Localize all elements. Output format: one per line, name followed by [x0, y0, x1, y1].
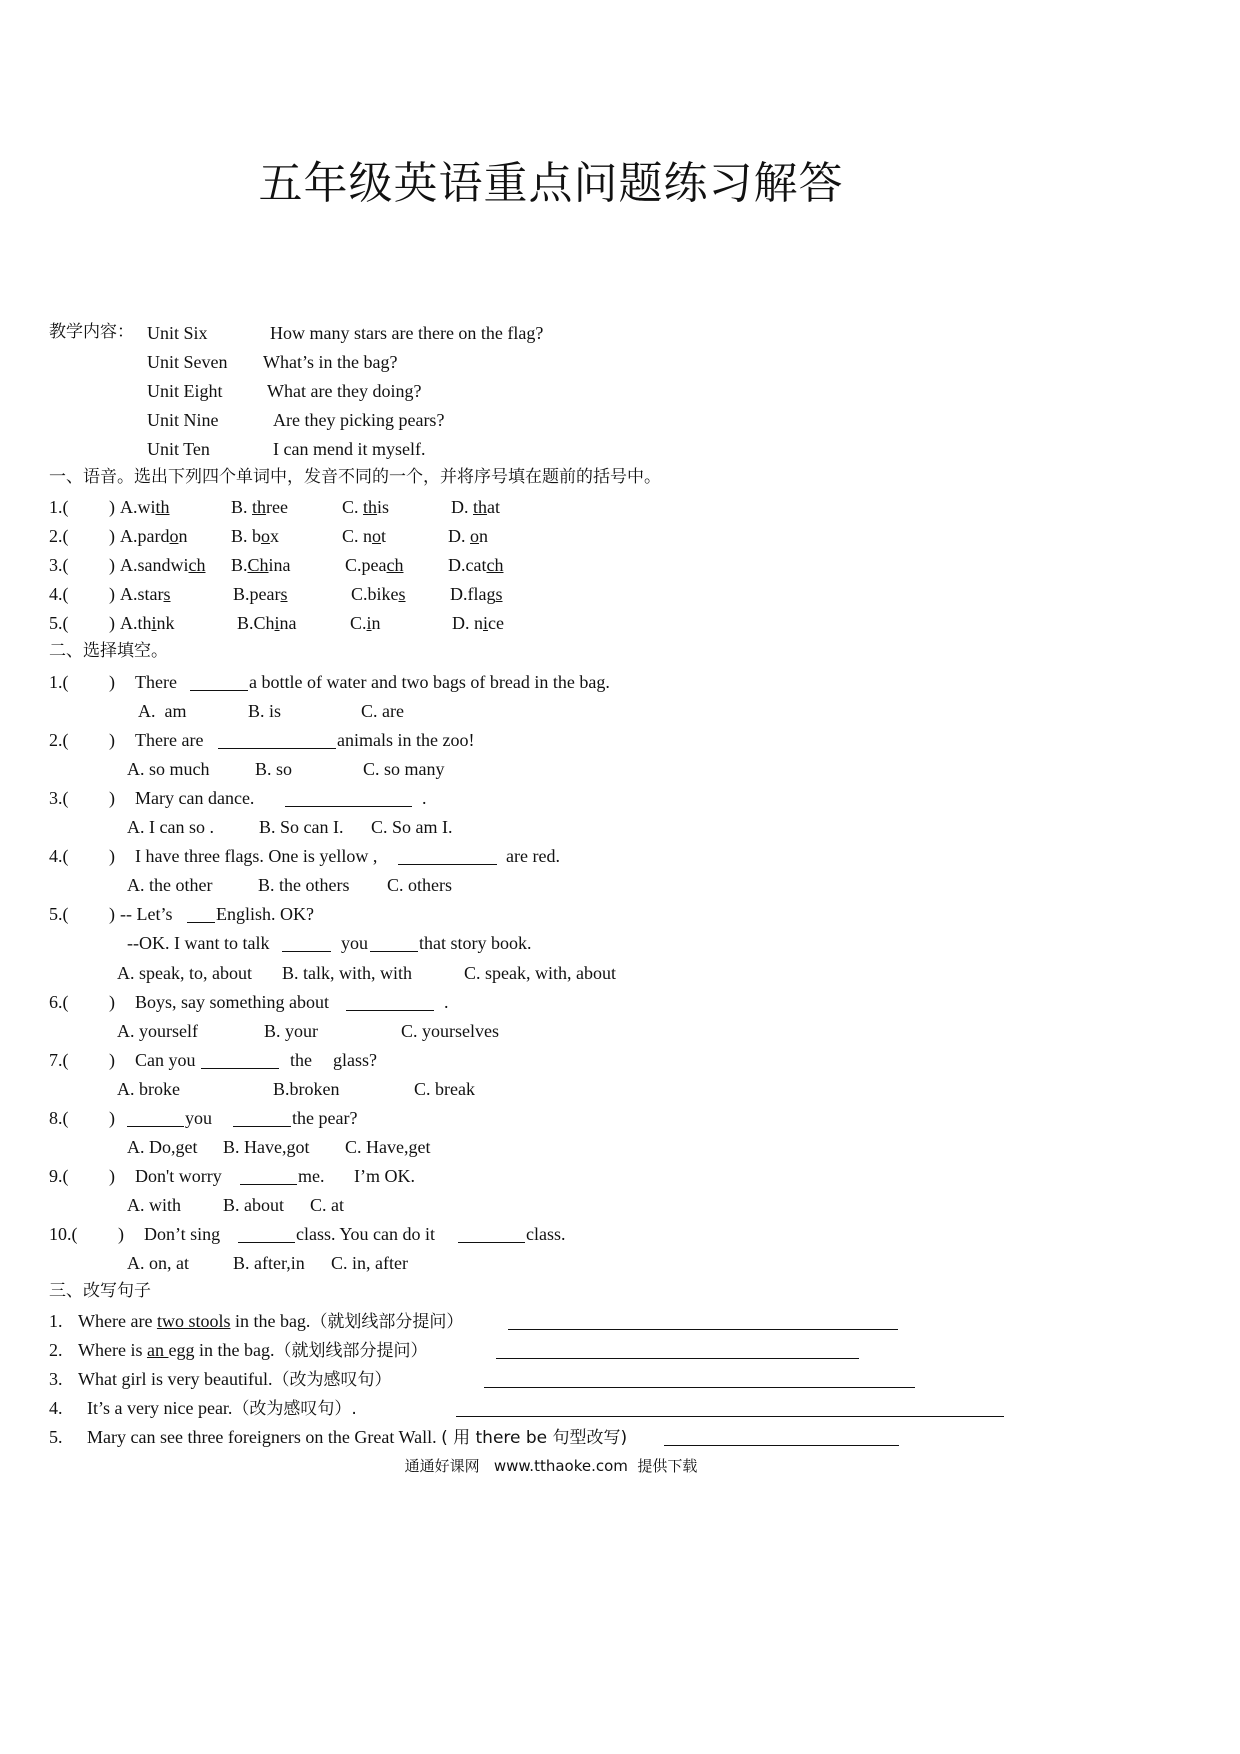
- footer-credit: 通通好课网 www.tthaoke.com 提供下载: [404, 1457, 698, 1475]
- option-text: C. n: [342, 526, 373, 546]
- question-text: There: [135, 672, 182, 692]
- question-text: are red.: [506, 846, 560, 866]
- answer-paren-close: ): [109, 788, 115, 808]
- option-text: n: [479, 526, 488, 546]
- option-text: A.star: [120, 584, 164, 604]
- phonics-option: [452, 614, 504, 632]
- option-text: B.: [231, 555, 248, 575]
- phonics-option: [351, 585, 406, 603]
- option: B. after,in: [233, 1253, 305, 1273]
- question-text: There are: [135, 730, 208, 750]
- option-text: B.: [231, 497, 253, 517]
- underlined-letters: o: [261, 526, 271, 546]
- item-number: 2.: [49, 1340, 63, 1360]
- answer-paren-close: ): [109, 1108, 115, 1128]
- question-text: the pear?: [292, 1108, 358, 1128]
- q-number: 9.(: [49, 1166, 69, 1186]
- option-text: A.sandwi: [120, 555, 189, 575]
- option-text: at: [487, 497, 501, 517]
- sentence: [78, 1312, 463, 1331]
- option: C. yourselves: [401, 1021, 499, 1041]
- question-text: English. OK?: [216, 904, 314, 924]
- option: C. at: [310, 1195, 344, 1215]
- underlined-letters: ch: [486, 555, 504, 575]
- sentence: [78, 1341, 427, 1360]
- question-text: you: [341, 933, 368, 953]
- underlined-letters: ch: [386, 555, 404, 575]
- phonics-option: [231, 527, 279, 545]
- underlined-letters: th: [252, 497, 267, 517]
- option-text: B.pear: [233, 584, 281, 604]
- q-number: 1.(: [49, 672, 69, 692]
- q-number: 2.(: [49, 526, 69, 546]
- q-number: 3.(: [49, 555, 69, 575]
- phonics-option: [342, 527, 386, 545]
- phonics-option: [120, 498, 170, 516]
- question-text: Don't worry: [135, 1166, 227, 1186]
- question-text: a bottle of water and two bags of bread in the bag.: [249, 672, 610, 692]
- option: B. your: [264, 1021, 318, 1041]
- content-label: 教学内容：: [49, 322, 134, 342]
- question-text: .: [422, 788, 427, 808]
- option-text: t: [381, 526, 387, 546]
- sentence-text: Where are: [78, 1311, 157, 1331]
- question-text: the: [290, 1050, 312, 1070]
- option: A. so much: [127, 759, 210, 779]
- answer-line[interactable]: [496, 1358, 859, 1359]
- option-text: B. b: [231, 526, 262, 546]
- underlined-letters: s: [163, 584, 171, 604]
- sentence-text: in the bag.: [230, 1311, 311, 1331]
- q-number: 2.(: [49, 730, 69, 750]
- section2-heading: 二、选择填空。: [49, 641, 168, 661]
- option-text: C.pea: [345, 555, 387, 575]
- option-text: B.Ch: [237, 613, 275, 633]
- answer-paren-close: ): [109, 992, 115, 1012]
- option-text: ree: [266, 497, 289, 517]
- q-number: 6.(: [49, 992, 69, 1012]
- q-number: 4.(: [49, 846, 69, 866]
- question-text: Don’t sing: [144, 1224, 225, 1244]
- phonics-option: [450, 585, 503, 603]
- option: A. I can so .: [127, 817, 214, 837]
- answer-line[interactable]: [508, 1329, 898, 1330]
- option: B. the others: [258, 875, 350, 895]
- phonics-option: [448, 527, 488, 545]
- unit-name: Unit Ten: [147, 439, 210, 459]
- question-text: animals in the zoo!: [337, 730, 475, 750]
- instruction-note: （改为感叹句）.: [232, 1399, 357, 1419]
- instruction-note: （就划线部分提问）: [310, 1312, 464, 1332]
- q-number: 1.(: [49, 497, 69, 517]
- option: A. broke: [117, 1079, 180, 1099]
- option: B. Have,got: [223, 1137, 310, 1157]
- answer-blank[interactable]: [240, 1184, 297, 1185]
- option: B.broken: [273, 1079, 340, 1099]
- sentence-text: egg in the bag.: [168, 1340, 275, 1360]
- option-text: n: [371, 613, 381, 633]
- question-text: Can you: [135, 1050, 196, 1070]
- underlined-letters: s: [495, 584, 503, 604]
- page-title: 五年级英语重点问题练习解答: [258, 159, 844, 208]
- option-text: D.cat: [448, 555, 487, 575]
- option-text: C.: [350, 613, 367, 633]
- phonics-option: [448, 556, 503, 574]
- underlined-letters: o: [169, 526, 179, 546]
- unit-name: Unit Nine: [147, 410, 219, 430]
- option-text: D. n: [452, 613, 483, 633]
- underlined-letters: th: [473, 497, 488, 517]
- answer-paren-close: ): [109, 1050, 115, 1070]
- option-text: A.wi: [120, 497, 156, 517]
- answer-blank[interactable]: [370, 951, 418, 952]
- option-text: ce: [488, 613, 504, 633]
- option: B. So can I.: [259, 817, 344, 837]
- option: C. in, after: [331, 1253, 408, 1273]
- question-text: Mary can dance.: [135, 788, 255, 808]
- sentence: [87, 1399, 357, 1418]
- instruction-note: （就划线部分提问）: [274, 1341, 428, 1361]
- unit-topic: I can mend it myself.: [273, 439, 426, 459]
- underlined-part: two stools: [156, 1311, 231, 1331]
- phonics-option: [120, 556, 206, 574]
- option: C. So am I.: [371, 817, 453, 837]
- underlined-letters: th: [363, 497, 378, 517]
- option: C. are: [361, 701, 404, 721]
- phonics-option: [342, 498, 389, 516]
- answer-blank[interactable]: [187, 922, 215, 923]
- answer-blank[interactable]: [190, 690, 248, 691]
- underlined-letters: i: [366, 613, 372, 633]
- option: A. am: [138, 701, 187, 721]
- unit-name: Unit Six: [147, 323, 208, 343]
- option: A. yourself: [117, 1021, 198, 1041]
- answer-paren-close: ): [109, 1166, 115, 1186]
- phonics-option: [120, 527, 187, 545]
- option: C. so many: [363, 759, 445, 779]
- phonics-option: [231, 498, 288, 516]
- phonics-option: [237, 614, 297, 632]
- q-number: 8.(: [49, 1108, 69, 1128]
- underlined-letters: Ch: [247, 555, 269, 575]
- instruction-note: （改为感叹句）: [272, 1370, 392, 1390]
- phonics-option: [120, 585, 171, 603]
- option: A. Do,get: [127, 1137, 198, 1157]
- question-text: I have three flags. One is yellow ,: [135, 846, 378, 866]
- option: C. speak, with, about: [464, 963, 616, 983]
- q-number: 7.(: [49, 1050, 69, 1070]
- answer-blank[interactable]: [282, 951, 331, 952]
- answer-paren-close: ): [109, 584, 115, 604]
- answer-blank[interactable]: [398, 864, 497, 865]
- option-text: C.: [342, 497, 364, 517]
- answer-blank[interactable]: [346, 1010, 434, 1011]
- sentence: [87, 1428, 627, 1447]
- answer-paren-close: ): [109, 672, 115, 692]
- question-text: I’m OK.: [354, 1166, 415, 1186]
- answer-line[interactable]: [456, 1416, 1004, 1417]
- sentence-text: Mary can see three foreigners on the Great Wall.: [87, 1427, 437, 1447]
- answer-paren-close: ): [109, 846, 115, 866]
- option-text: ina: [268, 555, 291, 575]
- unit-topic: Are they picking pears?: [273, 410, 445, 430]
- option-text: is: [377, 497, 390, 517]
- option: A. the other: [127, 875, 213, 895]
- underlined-letters: th: [155, 497, 170, 517]
- sentence-text: What girl is very beautiful.: [78, 1369, 273, 1389]
- option-text: n: [178, 526, 188, 546]
- answer-paren-close: ): [109, 730, 115, 750]
- sentence-text: It’s a very nice pear.: [87, 1398, 233, 1418]
- option-text: x: [270, 526, 280, 546]
- option-text: nk: [156, 613, 175, 633]
- underlined-letters: i: [274, 613, 280, 633]
- q-number: 5.(: [49, 613, 69, 633]
- underlined-letters: s: [280, 584, 288, 604]
- question-text: class.: [526, 1224, 566, 1244]
- answer-line[interactable]: [664, 1445, 899, 1446]
- phonics-option: [233, 585, 288, 603]
- unit-topic: What are they doing?: [267, 381, 422, 401]
- phonics-option: [345, 556, 403, 574]
- answer-paren-close: ): [109, 613, 115, 633]
- q-number: 10.(: [49, 1224, 78, 1244]
- option-text: A.th: [120, 613, 152, 633]
- underlined-letters: i: [483, 613, 489, 633]
- underlined-letters: ch: [188, 555, 206, 575]
- answer-blank[interactable]: [127, 1126, 184, 1127]
- q-number: 4.(: [49, 584, 69, 604]
- option-text: C.bike: [351, 584, 399, 604]
- question-text: --OK. I want to talk: [127, 933, 270, 953]
- question-text: me.: [298, 1166, 325, 1186]
- option: C. others: [387, 875, 452, 895]
- answer-blank[interactable]: [233, 1126, 291, 1127]
- option: A. speak, to, about: [117, 963, 252, 983]
- item-number: 1.: [49, 1311, 63, 1331]
- option: A. with: [127, 1195, 181, 1215]
- unit-topic: What’s in the bag?: [263, 352, 398, 372]
- sentence-text: Where is: [78, 1340, 147, 1360]
- option: B. so: [255, 759, 293, 779]
- phonics-option: [350, 614, 381, 632]
- answer-blank[interactable]: [285, 806, 412, 807]
- option: A. on, at: [127, 1253, 189, 1273]
- answer-paren-close: ): [118, 1224, 124, 1244]
- underlined-letters: o: [470, 526, 479, 546]
- option: C. Have,get: [345, 1137, 431, 1157]
- question-text: you: [185, 1108, 212, 1128]
- question-text: .: [444, 992, 449, 1012]
- underlined-part: an: [146, 1340, 169, 1360]
- question-text: class. You can do it: [296, 1224, 440, 1244]
- underlined-letters: i: [151, 613, 157, 633]
- option: C. break: [414, 1079, 475, 1099]
- item-number: 5.: [49, 1427, 63, 1447]
- section1-heading: 一、语音。选出下列四个单词中，发音不同的一个，并将序号填在题前的括号中。: [49, 467, 661, 487]
- phonics-option: [451, 498, 500, 516]
- question-text: glass?: [333, 1050, 377, 1070]
- answer-paren-close: ): [109, 555, 115, 575]
- underlined-letters: s: [398, 584, 406, 604]
- question-text: that story book.: [419, 933, 532, 953]
- unit-topic: How many stars are there on the flag?: [270, 323, 544, 343]
- answer-blank[interactable]: [201, 1068, 279, 1069]
- sentence: [78, 1370, 391, 1389]
- option: B. is: [248, 701, 282, 721]
- underlined-letters: o: [372, 526, 382, 546]
- question-text: -- Let’s: [120, 904, 177, 924]
- answer-paren-close: ): [109, 497, 115, 517]
- phonics-option: [120, 614, 175, 632]
- option: B. talk, with, with: [282, 963, 412, 983]
- q-number: 5.(: [49, 904, 69, 924]
- answer-line[interactable]: [484, 1387, 915, 1388]
- phonics-option: [231, 556, 291, 574]
- answer-paren-close: ): [109, 904, 115, 924]
- option-text: A.pard: [120, 526, 170, 546]
- unit-name: Unit Eight: [147, 381, 223, 401]
- q-number: 3.(: [49, 788, 69, 808]
- answer-blank[interactable]: [458, 1242, 525, 1243]
- item-number: 3.: [49, 1369, 63, 1389]
- option: B. about: [223, 1195, 284, 1215]
- option-text: D.: [448, 526, 470, 546]
- answer-blank[interactable]: [218, 748, 336, 749]
- section3-heading: 三、改写句子: [49, 1281, 151, 1301]
- item-number: 4.: [49, 1398, 63, 1418]
- unit-name: Unit Seven: [147, 352, 228, 372]
- option-text: D.: [451, 497, 473, 517]
- option-text: na: [279, 613, 297, 633]
- option-text: D.flag: [450, 584, 496, 604]
- question-text: Boys, say something about: [135, 992, 329, 1012]
- answer-paren-close: ): [109, 526, 115, 546]
- answer-blank[interactable]: [238, 1242, 295, 1243]
- instruction-note: ( 用 there be 句型改写): [441, 1428, 628, 1448]
